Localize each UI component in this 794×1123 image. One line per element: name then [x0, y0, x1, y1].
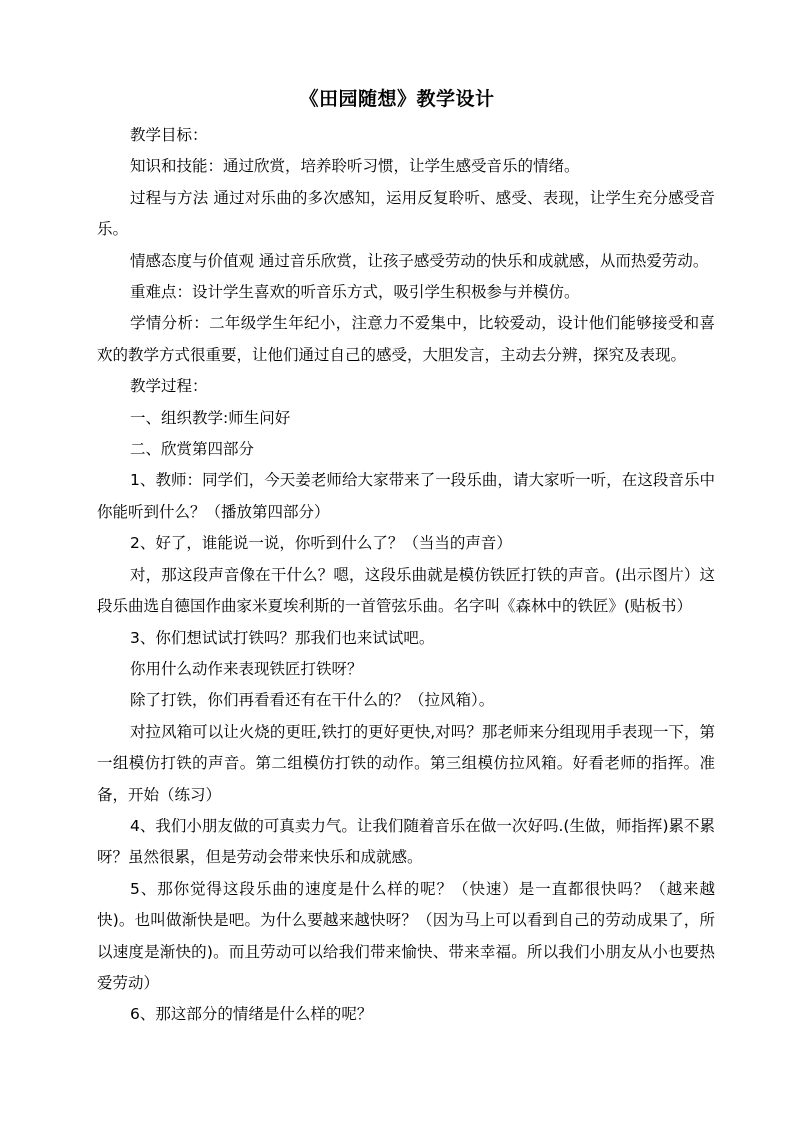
- document-title: 《田园随想》教学设计: [299, 88, 495, 110]
- paragraph-item-2: 2、好了，谁能说一说，你听到什么了？（当当的声音）: [130, 534, 512, 553]
- paragraph-item-3: 3、你们想试试打铁吗？那我们也来试试吧。: [130, 628, 435, 647]
- paragraph-key-points: 重难点：设计学生喜欢的听音乐方式，吸引学生积极参与并模仿。: [130, 283, 580, 302]
- paragraph-teaching-goals: 教学目标：: [130, 126, 208, 144]
- paragraph-bellows: 除了打铁，你们再看看还有在干什么的？（拉风箱）。: [130, 691, 495, 710]
- paragraph-group-practice: 对拉风箱可以让火烧的更旺,铁打的更好更快,对吗？那老师来分组现用手表现一下，第一组模仿打铁的声音。第二组模仿打铁的动作。第三组模仿拉风箱。好看老师的指挥。准备，开始（练习）: [97, 722, 715, 804]
- document-body: [97, 120, 715, 1031]
- paragraph-item-4: 4、我们小朋友做的可真卖力气。让我们随着音乐在做一次好吗.(生做，师指挥)累不累呀？虽然很累，但是劳动会带来快乐和成就感。: [97, 816, 715, 867]
- paragraph-learner-analysis: 学情分析：二年级学生年纪小，注意力不爱集中，比较爱动，设计他们能够接受和喜欢的教学方式很重要，让他们通过自己的感受，大胆发言，主动去分辨，探究及表现。: [97, 314, 715, 364]
- paragraph-item-5: 5、那你觉得这段乐曲的速度是什么样的呢？（快速）是一直都很快吗？（越来越快)。也叫做渐快是吧。为什么要越来越快呀？（因为马上可以看到自己的劳动成果了，所以速度是渐快的)。而且劳动可以给我们带来愉快、带来幸福。所以我们小朋友从小也要热爱劳动）: [97, 879, 715, 992]
- paragraph-emotion-values: 情感态度与价值观 通过音乐欣赏，让孩子感受劳动的快乐和成就感，从而热爱劳动。: [130, 251, 709, 270]
- paragraph-teaching-process: 教学过程：: [130, 377, 208, 396]
- paragraph-item-6: 6、那这部分的情绪是什么样的呢？: [130, 1005, 373, 1024]
- paragraph-knowledge-skills: 知识和技能：通过欣赏，培养聆听习惯，让学生感受音乐的情绪。: [130, 157, 580, 176]
- paragraph-item-1: 1、教师：同学们，今天姜老师给大家带来了一段乐曲，请大家听一听，在这段音乐中你能听到什么？（播放第四部分）: [97, 471, 715, 521]
- paragraph-step-two: 二、欣赏第四部分: [130, 440, 255, 459]
- paragraph-process-method: 过程与方法 通过对乐曲的多次感知，运用反复聆听、感受、表现，让学生充分感受音乐。: [97, 188, 715, 239]
- paragraph-question-action: 你用什么动作来表现铁匠打铁呀？: [130, 659, 363, 678]
- paragraph-blacksmith: 对，那这段声音像在干什么？嗯，这段乐曲就是模仿铁匠打铁的声音。(出示图片）这段乐曲选自德国作曲家米夏埃利斯的一首管弦乐曲。名字叫《森林中的铁匠》(贴板书）: [97, 565, 715, 616]
- paragraph-step-one: 一、组织教学:师生问好: [130, 408, 291, 427]
